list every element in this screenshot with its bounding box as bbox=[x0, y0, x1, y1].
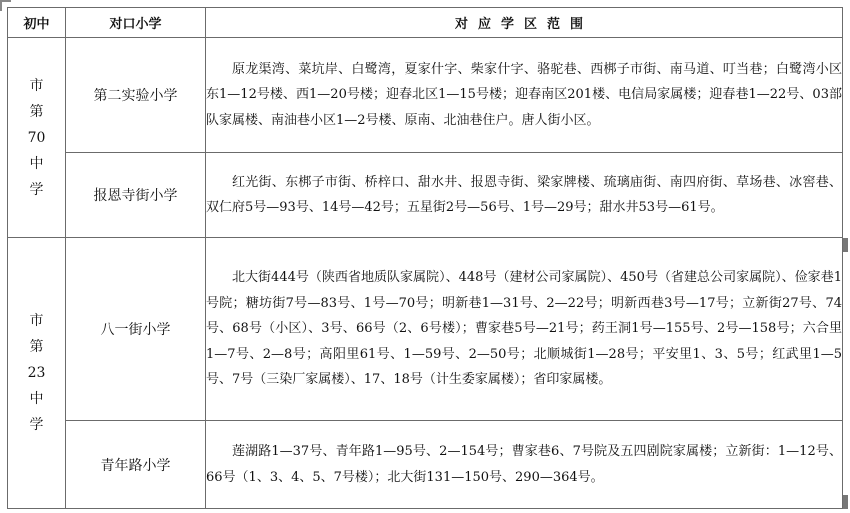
middle-school-char: 70 bbox=[27, 129, 46, 146]
middle-school-cell bbox=[8, 238, 66, 509]
resize-handle-right bbox=[843, 238, 848, 252]
middle-school-char: 学 bbox=[29, 417, 44, 433]
table-row bbox=[8, 153, 843, 238]
primary-school-cell: 八一街小学 bbox=[66, 238, 206, 421]
middle-school-char: 23 bbox=[27, 365, 46, 381]
school-district-table bbox=[7, 7, 843, 509]
district-area-text: 红光街、东梆子市街、桥梓口、甜水井、报恩寺街、梁家牌楼、琉璃庙街、南四府街、草场巷、冰窖巷、双仁府5号—93号、14号—42号；五星街2号—56号、1号—29号；甜水井53号—61号。 bbox=[206, 174, 842, 215]
primary-school-cell: 报恩寺街小学 bbox=[66, 153, 206, 238]
middle-school-char: 市 bbox=[29, 77, 44, 94]
middle-school-char: 市 bbox=[29, 313, 44, 329]
header-district-area: 对应学区范围 bbox=[206, 8, 843, 38]
district-area-cell bbox=[206, 238, 843, 421]
table-header-row bbox=[8, 8, 843, 38]
primary-school-cell: 第二实验小学 bbox=[66, 38, 206, 153]
district-area-text: 原龙渠湾、菜坑岸、白鹭湾，夏家什字、柴家什字、骆驼巷、西梆子市街、南马道、叮当巷；白鹭湾小区东1—12号楼、西1—20号楼；迎春北区1—15号楼；迎春南区201楼、电信局家属楼；迎春巷1—22号、03部队家属楼、南油巷小区1—2号楼、原南、北油巷住户。唐人街小区。 bbox=[206, 61, 842, 128]
middle-school-char: 第 bbox=[29, 339, 44, 355]
middle-school-char: 中 bbox=[29, 155, 44, 172]
table-row bbox=[8, 38, 843, 153]
middle-school-cell bbox=[8, 38, 66, 238]
district-area-cell bbox=[206, 38, 843, 153]
table-row bbox=[8, 238, 843, 421]
district-area-cell bbox=[206, 153, 843, 238]
table-row bbox=[8, 421, 843, 509]
district-area-text: 莲湖路1—37号、青年路1—95号、2—154号；曹家巷6、7号院及五四剧院家属楼；立新街：1—12号、66号（1、3、4、5、7号楼）；北大街131—150号、290—364号。 bbox=[206, 444, 842, 485]
middle-school-char: 学 bbox=[29, 181, 44, 198]
middle-school-char: 中 bbox=[29, 391, 44, 407]
header-primary-school: 对口小学 bbox=[66, 8, 206, 38]
resize-handle-bottom-right bbox=[843, 495, 848, 509]
primary-school-cell: 青年路小学 bbox=[66, 421, 206, 509]
district-area-text: 北大街444号（陕西省地质队家属院）、448号（建材公司家属院）、450号（省建总公司家属院）、俭家巷1号院；糖坊街7号—83号、1号—70号；明新巷1—31号、2—22号；明新西巷3号—17号；立新街27号、74号、68号（小区）、3号、66号（2、6号楼）；曹家巷5号—21号；药王洞1号—155号、2号—158号；六合里1—7号、2—8号；高阳里61号、1—59号、2—50号；北顺城街1—28号；平安里1、3、5号；红武里1—5号、7号（三染厂家属楼）、17、18号（计生委家属楼）；省印家属楼。 bbox=[206, 270, 842, 388]
district-area-cell bbox=[206, 421, 843, 509]
header-middle-school: 初中 bbox=[8, 8, 66, 38]
middle-school-char: 第 bbox=[29, 103, 44, 120]
